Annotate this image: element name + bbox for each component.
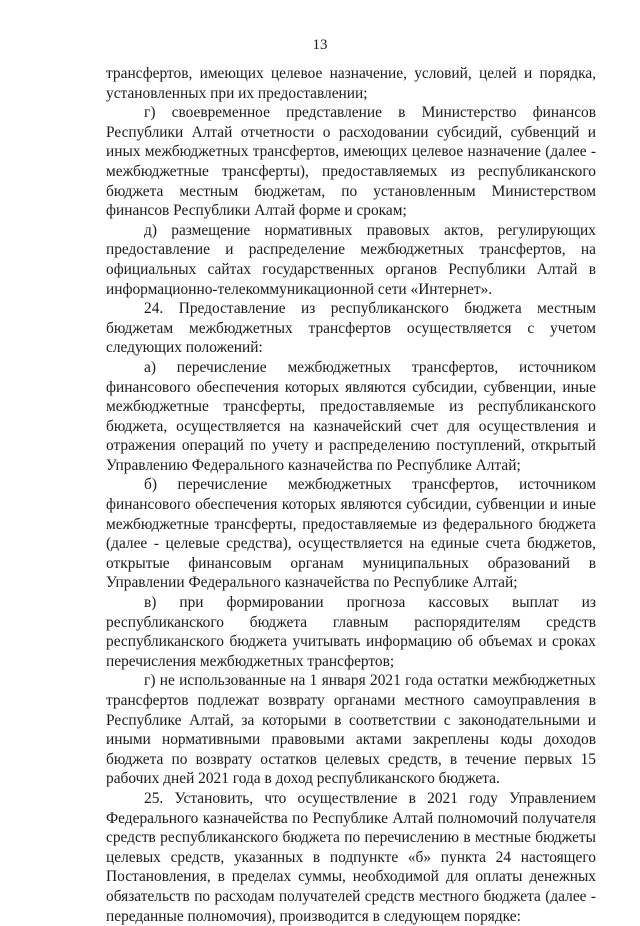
paragraph-item-d-publication: д) размещение нормативных правовых актов, регулирующих предоставление и распределение межбюджетных трансфертов, на официальных сайтах государственных органов Республики Алтай в информационно-телекоммуникационной сети «Интернет». [106,221,596,298]
paragraph-clause-24: 24. Предоставление из республиканского бюджета местным бюджетам межбюджетных трансфертов осуществляется с учетом следующих положений: [106,300,596,357]
paragraph-clause-25: 25. Установить, что осуществление в 2021 году Управлением Федерального казначейства по Республике Алтай полномочий получателя средств республиканского бюджета по перечислению в местные бюджеты целевых средств, указанных в подпункте «б» пункта 24 настоящего Постановления, в пределах суммы, необходимой для оплаты денежных обязательств по расходам получателей средств местного бюджета (далее - переданные полномочия), производится в следующем порядке: [106,789,596,925]
paragraph-item-a-transfer: а) перечисление межбюджетных трансфертов, источником финансового обеспечения которых являются субсидии, субвенции, иные межбюджетные трансферты, предоставляемые из республиканского бюджета, осуществляется на казначейский счет для осуществления и отражения операций по учету и распределению поступлений, открытый Управлению Федерального казначейства по Республике Алтай; [106,358,596,474]
page-number: 13 [312,37,328,53]
paragraph-continuation: трансфертов, имеющих целевое назначение, условий, целей и порядка, установленных при их предоставлении; [106,65,596,102]
paragraph-item-b-transfer: б) перечисление межбюджетных трансфертов, источником финансового обеспечения которых являются субсидии, субвенции и иные межбюджетные трансферты, предоставляемые из федерального бюджета (далее - целевые средства), осуществляется на единые счета бюджетов, открытые финансовым органам муниципальных образований в Управлении Федерального казначейства по Республике Алтай; [106,476,596,592]
paragraph-item-g-reporting: г) своевременное представление в Министерство финансов Республики Алтай отчетности о расходовании субсидий, субвенций и иных межбюджетных трансфертов, имеющих целевое назначение (далее - межбюджетные трансферты), предоставляемых из республиканского бюджета местным бюджетам, по установленным Министерством финансов Республики Алтай форме и срокам; [106,104,596,220]
document-body [106,64,596,926]
paragraph-item-v-forecast: в) при формировании прогноза кассовых выплат из республиканского бюджета главным распорядителям средств республиканского бюджета учитывать информацию об объемах и сроках перечисления межбюджетных трансфертов; [106,594,596,670]
paragraph-item-g-return: г) не использованные на 1 января 2021 года остатки межбюджетных трансфертов подлежат возврату органами местного самоуправления в Республике Алтай, за которыми в соответствии с законодательными и иными нормативными правовыми актами закреплены коды доходов бюджета по возврату остатков целевых средств, в течение первых 15 рабочих дней 2021 года в доход республиканского бюджета. [106,672,596,788]
